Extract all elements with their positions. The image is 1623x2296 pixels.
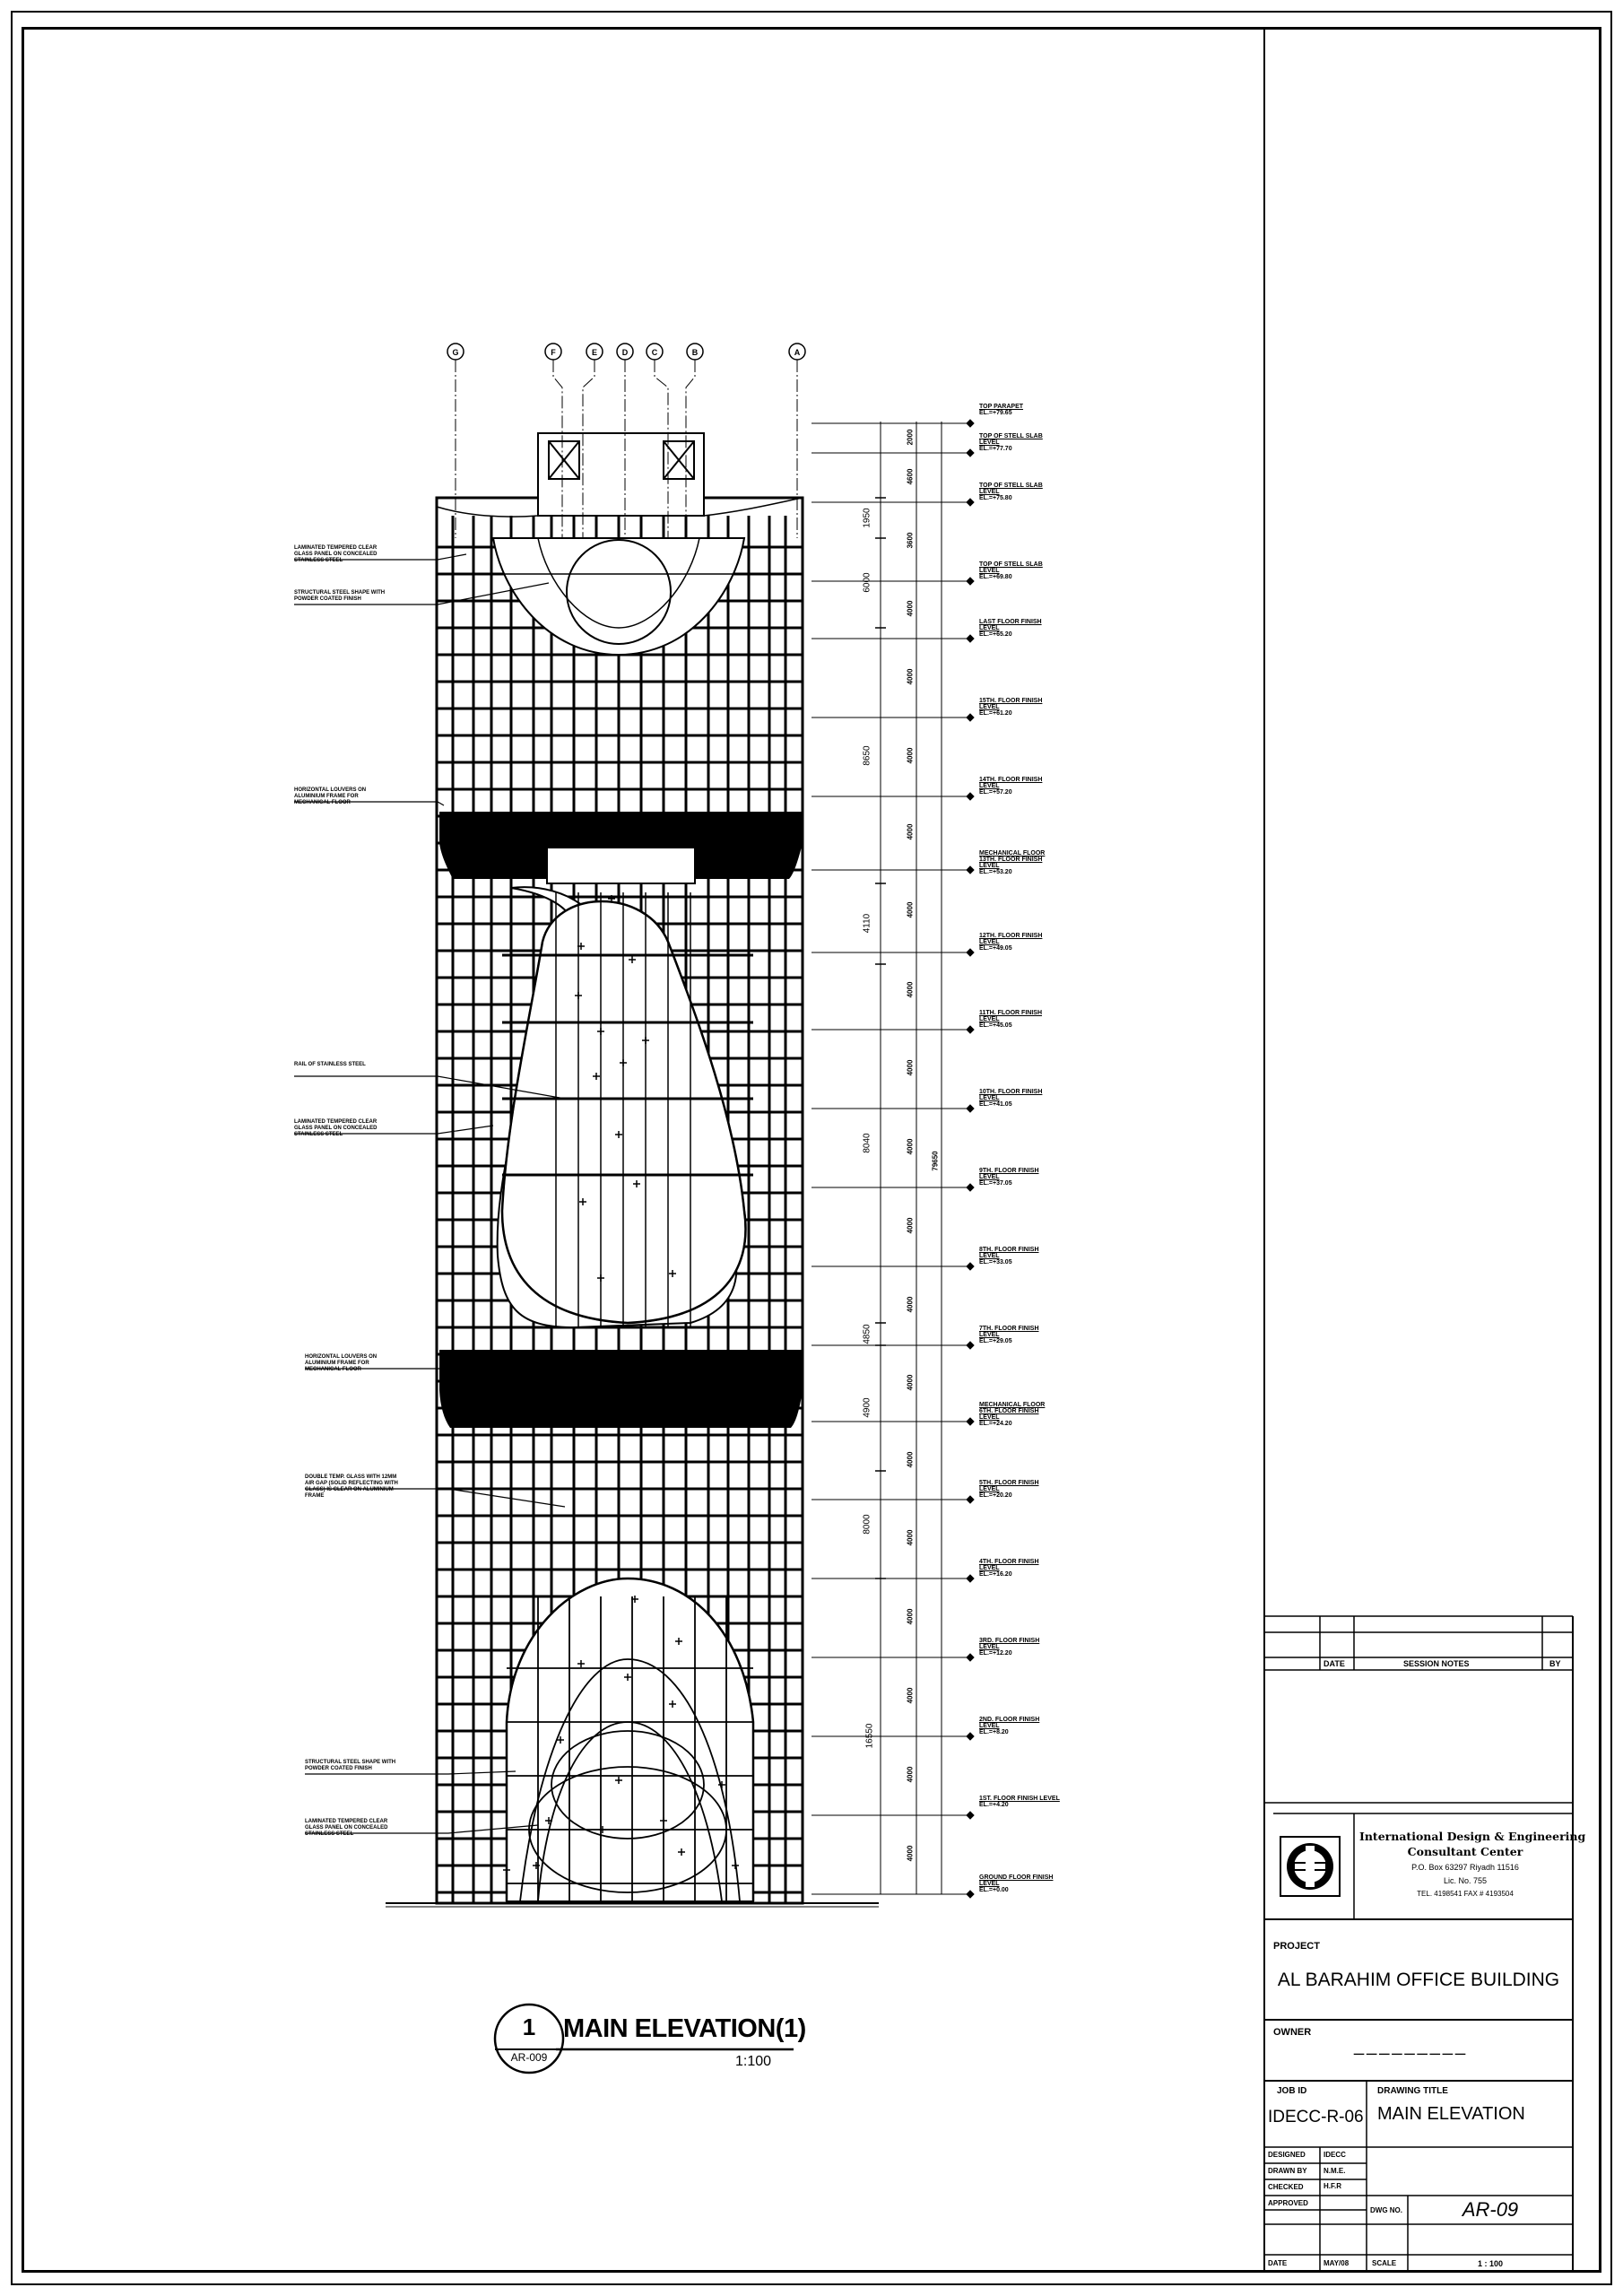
level-mark [967, 1342, 974, 1349]
level-elevation: EL.=+4.20 [979, 1802, 1009, 1808]
dimension-total: 79650 [931, 1151, 940, 1171]
level-name: 2ND. FLOOR FINISH LEVEL [979, 1717, 1040, 1729]
level-mark [967, 1026, 974, 1033]
level-elevation: EL.=+16.20 [979, 1571, 1012, 1578]
annotation-note: HORIZONTAL LOUVERS ON ALUMINIUM FRAME FOR MECHANICAL FLOOR [305, 1354, 378, 1372]
dimension-inner: 2000 [906, 429, 915, 445]
level-mark [967, 1418, 974, 1425]
level-elevation: EL.=+75.80 [979, 495, 1012, 501]
annotation-note: STRUCTURAL STEEL SHAPE WITH POWDER COATED FINISH [294, 590, 386, 602]
level-mark [967, 635, 974, 642]
level-name: 4TH. FLOOR FINISH LEVEL [979, 1559, 1039, 1571]
level-name: LAST FLOOR FINISH LEVEL [979, 619, 1042, 631]
level-name: 1ST. FLOOR FINISH LEVEL [979, 1796, 1060, 1802]
title-label-name: MAIN ELEVATION(1) [563, 2014, 806, 2043]
dimension-inner: 4000 [906, 1766, 915, 1783]
level-label [979, 561, 1060, 580]
company-address: P.O. Box 63297 Riyadh 11516 [1411, 1863, 1519, 1872]
level-elevation: EL.=+41.05 [979, 1101, 1012, 1108]
date-label: DATE [1268, 2259, 1288, 2267]
dimension-outer: 8000 [862, 1514, 872, 1535]
level-label [979, 1089, 1060, 1108]
level-label [979, 1874, 1060, 1893]
dimension-outer: 8040 [862, 1133, 872, 1153]
dimension-inner: 4000 [906, 1687, 915, 1704]
level-mark [967, 1733, 974, 1740]
date-value: MAY/08 [1324, 2259, 1350, 2267]
rev-header-by: BY [1549, 1659, 1561, 1668]
level-name: 9TH. FLOOR FINISH LEVEL [979, 1168, 1039, 1180]
grid-bubble-g [447, 344, 464, 538]
level-name: 7TH. FLOOR FINISH LEVEL [979, 1326, 1039, 1338]
checked-value: H.F.R [1324, 2182, 1341, 2190]
level-mark [967, 1496, 974, 1503]
designed-value: IDECC [1324, 2151, 1346, 2159]
annotation-note: LAMINATED TEMPERED CLEAR GLASS PANEL ON CONCEALED STAINLESS STEEL [305, 1819, 388, 1837]
level-label [979, 1402, 1060, 1427]
level-elevation: EL.=+53.20 [979, 869, 1012, 875]
drawn-label: DRAWN BY [1268, 2167, 1307, 2175]
level-elevation: EL.=+37.05 [979, 1180, 1012, 1187]
level-name: TOP OF STELL SLAB LEVEL [979, 483, 1043, 495]
level-elevation: EL.=+77.70 [979, 446, 1012, 452]
level-mark [967, 1812, 974, 1819]
level-name: TOP PARAPET [979, 404, 1024, 410]
level-name: 5TH. FLOOR FINISH LEVEL [979, 1480, 1039, 1492]
level-name: 12TH. FLOOR FINISH LEVEL [979, 933, 1043, 945]
title-label-scale: 1:100 [735, 2054, 772, 2069]
annotation-note: LAMINATED TEMPERED CLEAR GLASS PANEL ON CONCEALED STAINLESS STEEL [294, 1119, 378, 1137]
drawing-title-label: DRAWING TITLE [1377, 2086, 1448, 2096]
level-label [979, 1480, 1060, 1499]
level-name: 15TH. FLOOR FINISH LEVEL [979, 698, 1043, 710]
level-label [979, 698, 1060, 717]
level-mark [967, 1891, 974, 1898]
dimension-outer: 1950 [862, 507, 872, 528]
grid-bubble-label: E [591, 348, 598, 357]
level-elevation: EL.=+61.20 [979, 710, 1012, 717]
company-name-2: Consultant Center [1407, 1845, 1523, 1858]
level-mark [967, 1105, 974, 1112]
level-name: TOP OF STELL SLAB LEVEL [979, 561, 1043, 574]
grid-bubble-label: D [621, 348, 629, 357]
title-label-number: 1 [522, 2013, 536, 2040]
grid-bubble-label: B [691, 348, 699, 357]
level-elevation: EL.=+45.05 [979, 1022, 1012, 1029]
level-label [979, 1247, 1060, 1265]
checked-label: CHECKED [1268, 2183, 1304, 2191]
level-elevation: EL.=+29.05 [979, 1338, 1012, 1344]
level-name: 11TH. FLOOR FINISH LEVEL [979, 1010, 1043, 1022]
level-mark [967, 420, 974, 427]
job-id-label: JOB ID [1277, 2086, 1307, 2096]
level-elevation: EL.=+12.20 [979, 1650, 1012, 1657]
level-mark [967, 1263, 974, 1270]
company-name-1: International Design & Engineering [1359, 1830, 1586, 1843]
scale-value: 1 : 100 [1477, 2259, 1504, 2268]
level-label [979, 619, 1060, 638]
dimension-outer: 8650 [862, 744, 872, 766]
annotation-note: DOUBLE TEMP. GLASS WITH 12MM AIR GAP (SOLID REFLECTING WITH GLASS) IS CLEAR ON ALUMINIUM FRAME [305, 1474, 398, 1499]
owner-label: OWNER [1273, 2027, 1312, 2038]
company-phone: TEL. 4198541 FAX # 4193504 [1417, 1890, 1514, 1898]
level-label [979, 404, 1060, 416]
job-id: IDECC-R-06 [1268, 2108, 1364, 2126]
dimension-inner: 4000 [906, 1451, 915, 1467]
dimension-outer: 4110 [862, 913, 872, 934]
level-mark [967, 793, 974, 800]
annotation-note: STRUCTURAL STEEL SHAPE WITH POWDER COATED FINISH [305, 1760, 396, 1771]
level-mark [967, 714, 974, 721]
level-label [979, 1559, 1060, 1578]
annotation-note: HORIZONTAL LOUVERS ON ALUMINIUM FRAME FOR MECHANICAL FLOOR [294, 787, 367, 805]
level-elevation: EL.=+8.20 [979, 1729, 1009, 1735]
level-label [979, 1168, 1060, 1187]
dimension-inner: 4000 [906, 823, 915, 840]
level-label [979, 483, 1060, 501]
grid-bubble-label: G [452, 348, 459, 357]
level-name: MECHANICAL FLOOR 13TH. FLOOR FINISH LEVEL [979, 850, 1046, 869]
level-label [979, 777, 1060, 796]
dimension-inner: 4000 [906, 901, 915, 918]
dimension-outer: 6000 [862, 572, 872, 593]
level-mark [967, 949, 974, 956]
level-label [979, 933, 1060, 952]
level-name: TOP OF STELL SLAB LEVEL [979, 433, 1043, 446]
dimension-outer: 16550 [864, 1723, 875, 1749]
drawing-title: MAIN ELEVATION [1377, 2104, 1525, 2124]
level-elevation: EL.=+33.05 [979, 1259, 1012, 1265]
level-label [979, 850, 1060, 875]
level-label [979, 1326, 1060, 1344]
level-name: 10TH. FLOOR FINISH LEVEL [979, 1089, 1043, 1101]
level-elevation: EL.=+65.20 [979, 631, 1012, 638]
level-name: GROUND FLOOR FINISH LEVEL [979, 1874, 1054, 1887]
level-elevation: EL.=+57.20 [979, 789, 1012, 796]
grid-bubble-label: F [551, 348, 556, 357]
level-elevation: EL.=+49.05 [979, 945, 1012, 952]
level-label [979, 433, 1060, 452]
rev-header-date: DATE [1324, 1659, 1345, 1668]
level-mark [967, 1575, 974, 1582]
project-label: PROJECT [1273, 1941, 1320, 1952]
title-label-ref: AR-009 [510, 2051, 548, 2064]
level-mark [967, 499, 974, 506]
dimension-outer: 4850 [862, 1323, 872, 1344]
grid-bubble-label: C [651, 348, 658, 357]
dimension-inner: 4000 [906, 1608, 915, 1625]
level-name: 8TH. FLOOR FINISH LEVEL [979, 1247, 1039, 1259]
dimension-inner: 4000 [906, 1138, 915, 1155]
dimension-inner: 4000 [906, 981, 915, 998]
level-label [979, 1638, 1060, 1657]
dimension-inner: 4000 [906, 1059, 915, 1076]
owner-name: _________ [1354, 2036, 1469, 2056]
dwg-no: AR-09 [1462, 2198, 1519, 2221]
dimension-inner: 4000 [906, 1529, 915, 1546]
level-elevation: EL.=+0.00 [979, 1887, 1009, 1893]
dimension-inner: 4000 [906, 600, 915, 617]
annotation-note: RAIL OF STAINLESS STEEL [294, 1062, 366, 1067]
designed-label: DESIGNED [1268, 2151, 1306, 2159]
dimension-inner: 4600 [906, 468, 915, 484]
approved-label: APPROVED [1268, 2199, 1308, 2207]
level-mark [967, 578, 974, 585]
drawn-value: N.M.E. [1324, 2167, 1346, 2175]
scale-label: SCALE [1372, 2259, 1397, 2267]
level-label [979, 1796, 1060, 1808]
level-mark [967, 866, 974, 874]
grid-bubble-label: A [794, 348, 801, 357]
dimension-inner: 4000 [906, 1296, 915, 1313]
level-elevation: EL.=+24.20 [979, 1421, 1012, 1427]
level-mark [967, 1654, 974, 1661]
rev-header-notes: SESSION NOTES [1403, 1659, 1470, 1668]
level-label [979, 1717, 1060, 1735]
company-license: Lic. No. 755 [1443, 1876, 1488, 1885]
dimension-inner: 4000 [906, 1374, 915, 1390]
level-name: 14TH. FLOOR FINISH LEVEL [979, 777, 1043, 789]
dimension-outer: 4900 [862, 1397, 872, 1418]
level-elevation: EL.=+69.80 [979, 574, 1012, 580]
level-label [979, 1010, 1060, 1029]
dimension-inner: 4000 [906, 747, 915, 764]
annotation-note: LAMINATED TEMPERED CLEAR GLASS PANEL ON CONCEALED STAINLESS STEEL [294, 545, 378, 563]
level-mark [967, 449, 974, 457]
dwg-no-label: DWG NO. [1370, 2206, 1402, 2214]
level-elevation: EL.=+20.20 [979, 1492, 1012, 1499]
dimension-inner: 4000 [906, 1217, 915, 1234]
project-name: AL BARAHIM OFFICE BUILDING [1277, 1970, 1560, 1990]
dimension-inner: 4000 [906, 668, 915, 685]
dimension-inner: 4000 [906, 1845, 915, 1862]
dimension-inner: 3600 [906, 532, 915, 549]
level-name: 3RD. FLOOR FINISH LEVEL [979, 1638, 1040, 1650]
level-elevation: EL.=+79.65 [979, 410, 1012, 416]
level-mark [967, 1184, 974, 1191]
level-name: MECHANICAL FLOOR 6TH. FLOOR FINISH LEVEL [979, 1402, 1046, 1421]
